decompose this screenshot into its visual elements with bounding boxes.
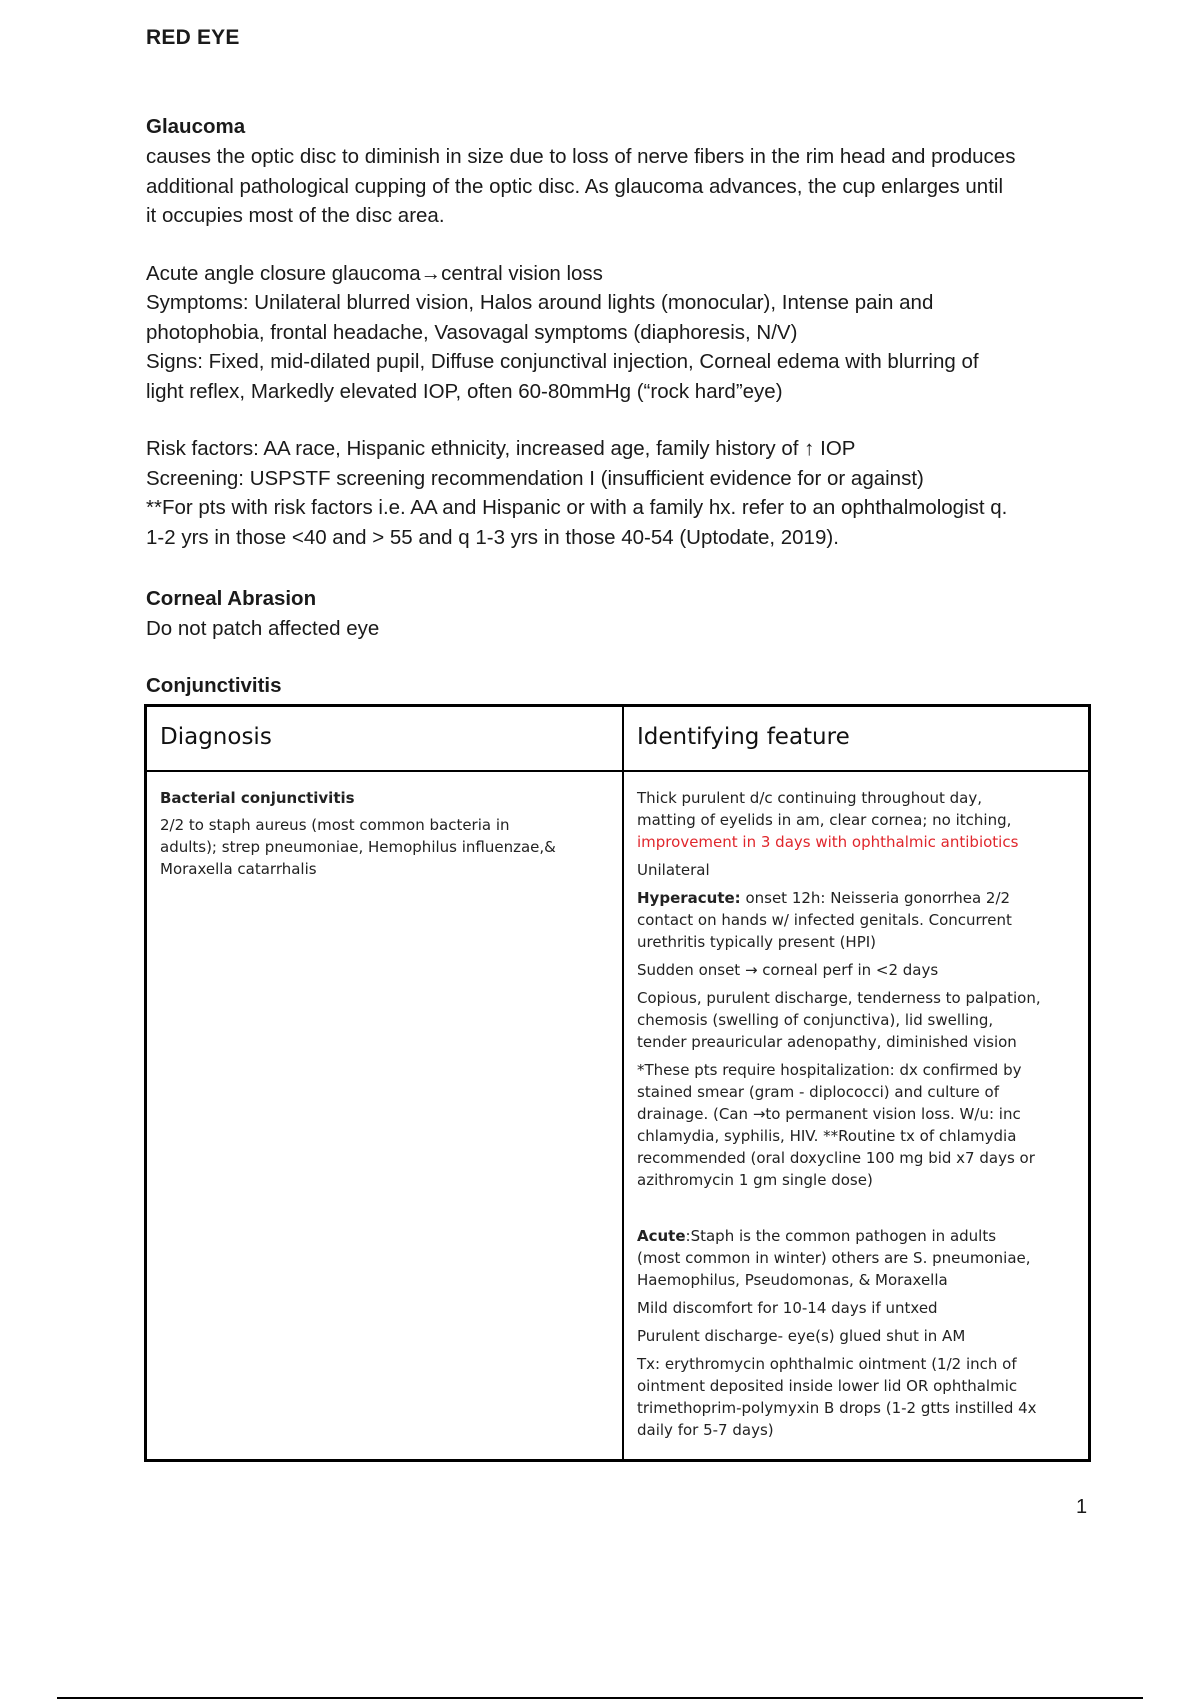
diagnosis-cell [160, 787, 610, 880]
mild-discomfort-text: Mild discomfort for 10-14 days if untxed [637, 1299, 938, 1317]
text-line: photophobia, frontal headache, Vasovagal symptoms (diaphoresis, N/V) [146, 320, 798, 344]
text-line: ointment deposited inside lower lid OR ophthalmic [637, 1377, 1018, 1395]
text-line: drainage. (Can →to permanent vision loss. W/u: inc [637, 1105, 1021, 1123]
copious-discharge-block [637, 987, 1082, 1053]
page-number: 1 [1076, 1496, 1088, 1518]
document-title: RED EYE [146, 26, 240, 49]
text-line: 2/2 to staph aureus (most common bacteria in [160, 816, 510, 834]
text-line: azithromycin 1 gm single dose) [637, 1171, 873, 1189]
text-line: Thick purulent d/c continuing throughout day, [637, 789, 982, 807]
text-line: additional pathological cupping of the optic disc. As glaucoma advances, the cup enlarges until [146, 174, 1004, 198]
hyperacute-block [637, 887, 1082, 953]
acute-angle-closure-paragraph [146, 259, 1096, 407]
acute-text: :Staph is the common pathogen in adults [685, 1227, 997, 1245]
text-line: stained smear (gram - diplococci) and culture of [637, 1083, 1000, 1101]
text-line: Screening: USPSTF screening recommendation I (insufficient evidence for or against) [146, 466, 924, 490]
text-line [637, 887, 1082, 909]
text-line: (most common in winter) others are S. pneumoniae, [637, 1249, 1031, 1267]
table-header-diagnosis: Diagnosis [160, 724, 272, 750]
text-line: adults); strep pneumoniae, Hemophilus influenzae,& [160, 838, 556, 856]
text-line: chlamydia, syphilis, HIV. **Routine tx of chlamydia [637, 1127, 1017, 1145]
text-line: causes the optic disc to diminish in size due to loss of nerve fibers in the rim head and produces [146, 145, 1016, 168]
sudden-onset-text: Sudden onset → corneal perf in <2 days [637, 961, 939, 979]
text-line: 1-2 yrs in those <40 and > 55 and q 1-3 yrs in those 40-54 (Uptodate, 2019). [146, 525, 839, 549]
table-column-divider [622, 707, 624, 1459]
hospitalization-block [637, 1059, 1082, 1191]
text-line: matting of eyelids in am, clear cornea; no itching, [637, 811, 1012, 829]
text-line: light reflex, Markedly elevated IOP, often 60-80mmHg (“rock hard”eye) [146, 379, 783, 403]
hyperacute-label: Hyperacute: [637, 889, 741, 907]
text-line: daily for 5-7 days) [637, 1421, 774, 1439]
conjunctivitis-table [144, 704, 1091, 1462]
acute-block [637, 1225, 1082, 1291]
text-line: Signs: Fixed, mid-dilated pupil, Diffuse conjunctival injection, Corneal edema with blurring of [146, 350, 979, 373]
corneal-abrasion-heading: Corneal Abrasion [146, 587, 317, 610]
text-line [637, 1225, 1082, 1247]
text-line: Risk factors: AA race, Hispanic ethnicity, increased age, family history of ↑ IOP [146, 437, 856, 460]
corneal-abrasion-section [146, 584, 1096, 644]
text-line: Symptoms: Unilateral blurred vision, Halos around lights (monocular), Intense pain and [146, 291, 934, 314]
treatment-block [637, 1353, 1082, 1441]
text-line: trimethoprim-polymyxin B drops (1-2 gtts instilled 4x [637, 1399, 1037, 1417]
conjunctivitis-heading: Conjunctivitis [146, 674, 282, 697]
table-header-feature: Identifying feature [637, 724, 850, 750]
text-line: urethritis typically present (HPI) [637, 933, 877, 951]
unilateral-text: Unilateral [637, 861, 710, 879]
feature-cell [637, 787, 1082, 1447]
improvement-highlight: improvement in 3 days with ophthalmic antibiotics [637, 833, 1019, 851]
glaucoma-description [146, 142, 1096, 231]
glaucoma-section [146, 112, 1096, 552]
conjunctivitis-section [146, 671, 1096, 701]
diagnosis-title: Bacterial conjunctivitis [160, 789, 355, 807]
text-line: Tx: erythromycin ophthalmic ointment (1/2 inch of [637, 1355, 1017, 1373]
text-line: Haemophilus, Pseudomonas, & Moraxella [637, 1271, 948, 1289]
text-line: chemosis (swelling of conjunctiva), lid swelling, [637, 1011, 994, 1029]
hyperacute-text: onset 12h: Neisseria gonorrhea 2/2 [740, 889, 1011, 907]
risk-factors-paragraph [146, 434, 1096, 552]
text-line: Copious, purulent discharge, tenderness to palpation, [637, 989, 1041, 1007]
text-line: it occupies most of the disc area. [146, 204, 445, 227]
footer-divider [57, 1697, 1143, 1699]
table-header-row [147, 707, 1088, 772]
purulent-discharge-text: Purulent discharge- eye(s) glued shut in AM [637, 1327, 966, 1345]
corneal-abrasion-text: Do not patch affected eye [146, 617, 380, 640]
text-line: **For pts with risk factors i.e. AA and Hispanic or with a family hx. refer to an ophthalmologist q. [146, 496, 1008, 519]
acute-label: Acute [637, 1227, 686, 1245]
thick-discharge-block [637, 787, 1082, 853]
text-line: contact on hands w/ infected genitals. Concurrent [637, 911, 1012, 929]
text-line: recommended (oral doxycline 100 mg bid x7 days or [637, 1149, 1035, 1167]
text-line: tender preauricular adenopathy, diminished vision [637, 1033, 1017, 1051]
text-line: Moraxella catarrhalis [160, 860, 317, 878]
text-line: *These pts require hospitalization: dx confirmed by [637, 1061, 1022, 1079]
glaucoma-heading: Glaucoma [146, 115, 246, 138]
text-line: Acute angle closure glaucoma→central vision loss [146, 261, 603, 285]
